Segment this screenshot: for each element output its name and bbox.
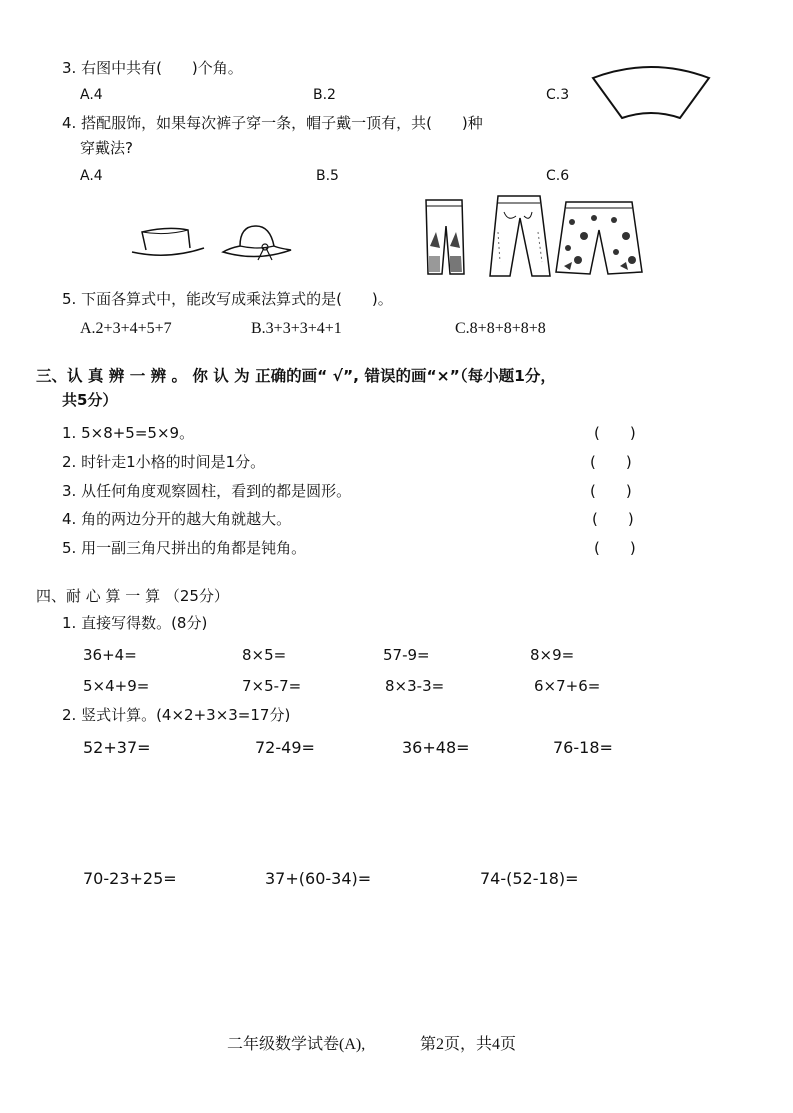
calc-2-3: 8×3-3= xyxy=(385,677,445,695)
section4-title: 四、耐 心 算 一 算 （25分） xyxy=(36,587,229,605)
vertical-calc-4: 76-18= xyxy=(553,738,613,757)
judge-item-5: 5. 用一副三角尺拼出的角都是钝角。 xyxy=(62,539,307,557)
top-hat-icon xyxy=(128,222,206,262)
judge-item-4: 4. 角的两边分开的越大角就越大。 xyxy=(62,510,292,528)
judge-bracket-3[interactable]: ( ) xyxy=(590,482,632,500)
calc-2-1: 5×4+9= xyxy=(83,677,150,695)
calc-2-2: 7×5-7= xyxy=(242,677,302,695)
calc-1-2: 8×5= xyxy=(242,646,287,664)
vertical-calc-1: 52+37= xyxy=(83,738,151,757)
q5-option-a: A.2+3+4+5+7 xyxy=(80,320,172,337)
patterned-shorts-icon xyxy=(554,196,644,278)
judge-bracket-4[interactable]: ( ) xyxy=(592,510,634,528)
section3-title: 三、认 真 辨 一 辨 。 你 认 为 正确的画“ √”, 错误的画“×”（每小题1分， xyxy=(36,367,556,385)
q4-option-a: A.4 xyxy=(80,168,103,184)
q4-option-c: C.6 xyxy=(546,168,570,184)
q3-option-c: C.3 xyxy=(546,87,570,103)
part2-title: 2. 竖式计算。(4×2+3×3=17分) xyxy=(62,706,291,724)
judge-bracket-5[interactable]: ( ) xyxy=(594,539,636,557)
vertical-calc-6: 37+(60-34)= xyxy=(265,869,372,888)
q3-stem: 3. 右图中共有( )个角。 xyxy=(62,59,243,77)
q3-option-b: B.2 xyxy=(313,87,336,103)
printed-pants-icon xyxy=(420,196,470,278)
judge-bracket-2[interactable]: ( ) xyxy=(590,453,632,471)
fan-shape-figure xyxy=(590,62,712,122)
calc-1-1: 36+4= xyxy=(83,646,137,664)
q5-option-b: B.3+3+3+4+1 xyxy=(251,320,342,337)
section3-title-line2: 共5分） xyxy=(62,391,118,409)
judge-item-3: 3. 从任何角度观察圆柱，看到的都是圆形。 xyxy=(62,482,352,500)
vertical-calc-5: 70-23+25= xyxy=(83,869,177,888)
q3-option-a: A.4 xyxy=(80,87,103,103)
q4-stem-line1: 4. 搭配服饰，如果每次裤子穿一条，帽子戴一顶有，共( )种 xyxy=(62,114,483,132)
sun-hat-icon xyxy=(220,218,294,266)
calc-1-3: 57-9= xyxy=(383,646,430,664)
q5-option-c: C.8+8+8+8+8 xyxy=(455,320,546,337)
vertical-calc-2: 72-49= xyxy=(255,738,315,757)
judge-bracket-1[interactable]: ( ) xyxy=(594,424,636,442)
jeans-icon xyxy=(484,192,554,280)
part1-title: 1. 直接写得数。(8分) xyxy=(62,614,208,632)
vertical-calc-7: 74-(52-18)= xyxy=(480,869,579,888)
q5-stem: 5. 下面各算式中，能改写成乘法算式的是( )。 xyxy=(62,290,393,308)
judge-item-1: 1. 5×8+5=5×9。 xyxy=(62,424,195,442)
footer-exam-title: 二年级数学试卷(A), xyxy=(227,1036,366,1053)
footer-page-number: 第2页，共4页 xyxy=(420,1036,517,1053)
judge-item-2: 2. 时针走1小格的时间是1分。 xyxy=(62,453,266,471)
q4-stem-line2: 穿戴法? xyxy=(80,139,133,157)
calc-1-4: 8×9= xyxy=(530,646,575,664)
vertical-calc-3: 36+48= xyxy=(402,738,470,757)
calc-2-4: 6×7+6= xyxy=(534,677,601,695)
q4-option-b: B.5 xyxy=(316,168,339,184)
